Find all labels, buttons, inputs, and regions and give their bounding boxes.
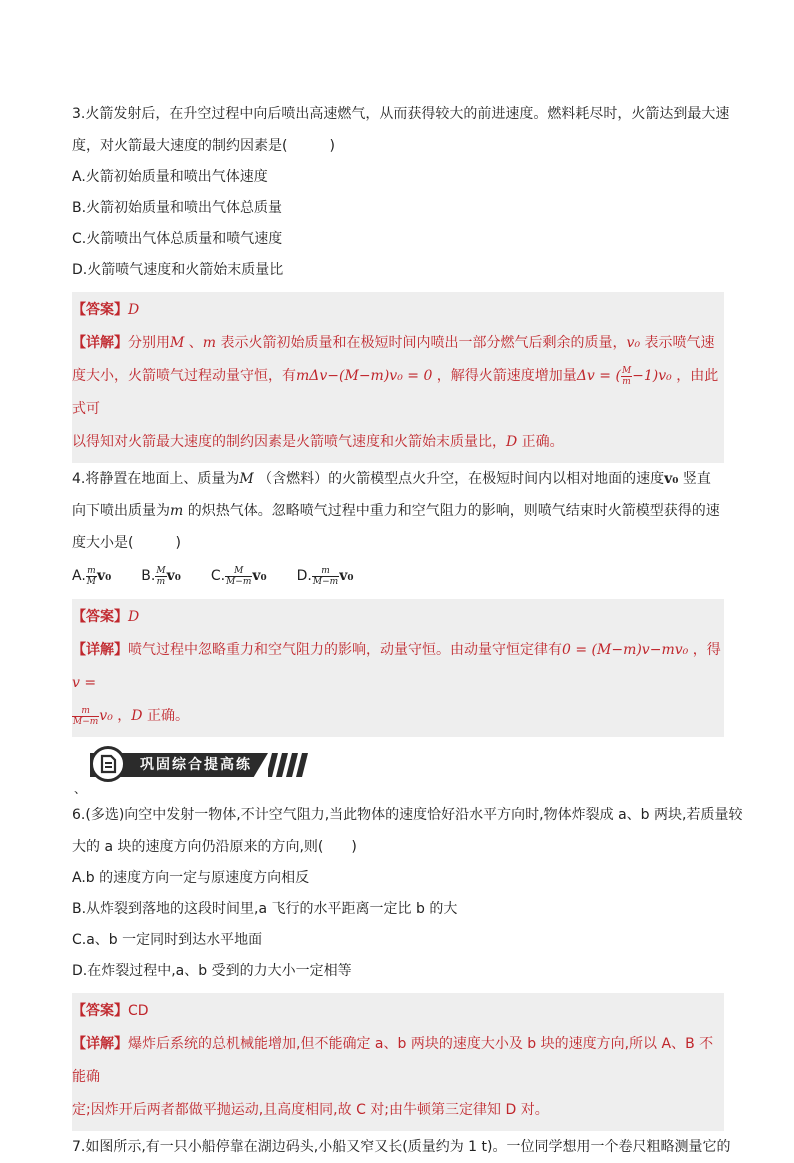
question-4 [72,463,724,737]
question-6-line-2: 大的 a 块的速度方向仍沿原来的方向,则( ) [72,839,357,855]
denominator: m [156,576,166,587]
banner-logo-icon [90,746,126,782]
question-4-option-b [141,559,181,593]
question-text: 的炽热气体。忽略喷气过程中重力和空气阻力的影响，则喷气结束时火箭模型获得的速 [183,503,720,519]
denominator: M−m [312,576,339,587]
question-3-option-a: A.火箭初始质量和喷出气体速度 [72,169,268,185]
math-symbol: v₀ [626,335,641,351]
numerator: m [312,566,339,577]
question-3-line-2: 度，对火箭最大速度的制约因素是( ) [72,138,335,154]
detail-text: 正确。 [142,708,189,724]
detail-text: 以得知对火箭最大速度的制约因素是火箭喷气速度和火箭始末质量比， [72,434,506,450]
fraction [155,566,166,587]
detail-tag: 【详解】 [72,1036,128,1052]
answer-tag: 【答案】 [72,302,128,318]
question-7-line-1: 7.如图所示,有一只小船停靠在湖边码头,小船又窄又长(质量约为 1 t)。一位同学想用一个卷尺粗略测量它的 [72,1139,731,1155]
numerator: M [621,365,632,376]
answer-value: CD [128,1003,149,1019]
equation: −1)v₀ [632,368,672,384]
question-3-option-d: D.火箭喷气速度和火箭始末质量比 [72,262,284,278]
equation: mΔv−(M−m)v₀ = 0 [296,368,433,384]
math-symbol: v₀ [664,471,679,487]
denominator: M−m [226,576,252,587]
question-3-detail-line-1 [72,327,724,360]
banner-stripes-decoration [268,753,310,777]
question-6 [72,799,743,1131]
book-icon [93,749,123,779]
question-6-line-1: 6.(多选)向空中发射一物体,不计空气阻力,当此物体的速度恰好沿水平方向时,物体炸裂成 a、b 两块,若质量较 [72,807,743,823]
equation: v = [72,675,97,691]
question-6-option-d: D.在炸裂过程中,a、b 受到的力大小一定相等 [72,963,352,979]
question-6-answer [72,995,724,1028]
question-6-option-c: C.a、b 一定同时到达水平地面 [72,932,263,948]
math-symbol: D [506,434,518,450]
answer-value: D [128,609,140,625]
detail-text: 表示火箭初始质量和在极短时间内喷出一部分燃气后剩余的质量， [216,335,627,351]
numerator: m [72,706,99,717]
question-3-answer-box [72,292,724,463]
question-3-option-c: C.火箭喷出气体总质量和喷气速度 [72,231,283,247]
detail-text: 、 [184,335,203,351]
answer-tag: 【答案】 [72,609,128,625]
equation: Δv = ( [576,368,621,384]
question-6-option-a: A.b 的速度方向一定与原速度方向相反 [72,870,310,886]
fraction [312,566,339,587]
denominator: M [86,576,96,587]
answer-tag: 【答案】 [72,1003,128,1019]
question-4-line-3: 度大小是( ) [72,535,181,551]
detail-text: 度大小，火箭喷气过程动量守恒，有 [72,368,296,384]
option-label: C. [210,568,226,584]
math-symbol: m [202,335,217,351]
denominator: m [622,376,631,387]
detail-text: 正确。 [517,434,564,450]
question-7 [72,1131,731,1163]
detail-text: ，解得火箭速度增加量 [432,368,577,384]
question-3-answer [72,294,724,327]
math-symbol: M [170,335,185,351]
question-6-option-b: B.从炸裂到落地的这段时间里,a 飞行的水平距离一定比 b 的大 [72,901,458,917]
question-3 [72,98,730,463]
math-symbol: v₀ [99,708,113,724]
question-text: 向下喷出质量为 [72,503,170,519]
fraction [621,366,632,387]
question-text: 4.将静置在地面上、质量为 [72,471,240,487]
equation: 0 = (M−m)v−mv₀ [562,642,689,658]
question-6-detail-line-1 [72,1028,724,1094]
stray-mark: 、 [74,782,87,796]
math-symbol: M [239,471,254,487]
question-4-option-c [211,559,267,593]
question-text: （含燃料）的火箭模型点火升空，在极短时间内以相对地面的速度 [253,471,665,487]
detail-text: 表示喷气速 [640,335,715,351]
denominator: M−m [73,716,99,727]
detail-text: ，得 [688,642,721,658]
banner-title: 巩固综合提高练 [140,757,252,773]
math-symbol: m [170,503,184,519]
fraction [72,706,99,727]
numerator: M [156,565,166,576]
question-3-line-1: 3.火箭发射后，在升空过程中向后喷出高速燃气，从而获得较大的前进速度。燃料耗尽时，火箭达到最大速 [72,106,730,122]
question-4-line-2 [72,495,724,527]
answer-value: D [128,302,140,318]
option-label: D. [296,568,312,584]
question-4-detail-line-1 [72,634,724,700]
math-symbol: D [131,708,143,724]
document-page [72,98,743,1163]
fraction [86,566,97,587]
question-4-answer [72,601,724,634]
question-6-answer-box [72,993,724,1131]
question-3-detail-line-2 [72,360,724,426]
question-4-answer-box [72,599,724,737]
option-label: B. [141,568,156,584]
question-4-option-d [297,559,354,593]
detail-tag: 【详解】 [72,642,128,658]
detail-text: ，由此式可 [72,368,719,417]
detail-text: 喷气过程中忽略重力和空气阻力的影响，动量守恒。由动量守恒定律有 [128,642,562,658]
section-banner [72,745,724,785]
question-3-option-b: B.火箭初始质量和喷出气体总质量 [72,200,283,216]
question-3-detail-line-3 [72,426,724,459]
detail-text: 分别用 [128,335,170,351]
question-4-line-1 [72,463,724,495]
question-4-option-a [72,559,111,593]
detail-tag: 【详解】 [72,335,128,351]
question-4-options [72,559,724,593]
question-6-detail-line-2: 定;因炸开后两者都做平抛运动,且高度相同,故 C 对;由牛顿第三定律知 D 对。 [72,1102,549,1118]
question-4-detail-line-2 [72,700,724,733]
math-symbol: v₀ [339,568,354,584]
math-symbol: v₀ [252,568,267,584]
detail-text: ， [112,708,132,724]
numerator: m [87,565,96,576]
question-text: 竖直 [678,471,711,487]
detail-text: 爆炸后系统的总机械能增加,但不能确定 a、b 两块的速度大小及 b 块的速度方向,所以 A、B 不能确 [72,1036,714,1085]
math-symbol: v₀ [166,568,181,584]
numerator: M [225,566,252,577]
math-symbol: v₀ [97,568,112,584]
option-label: A. [72,568,86,584]
fraction [225,566,252,587]
